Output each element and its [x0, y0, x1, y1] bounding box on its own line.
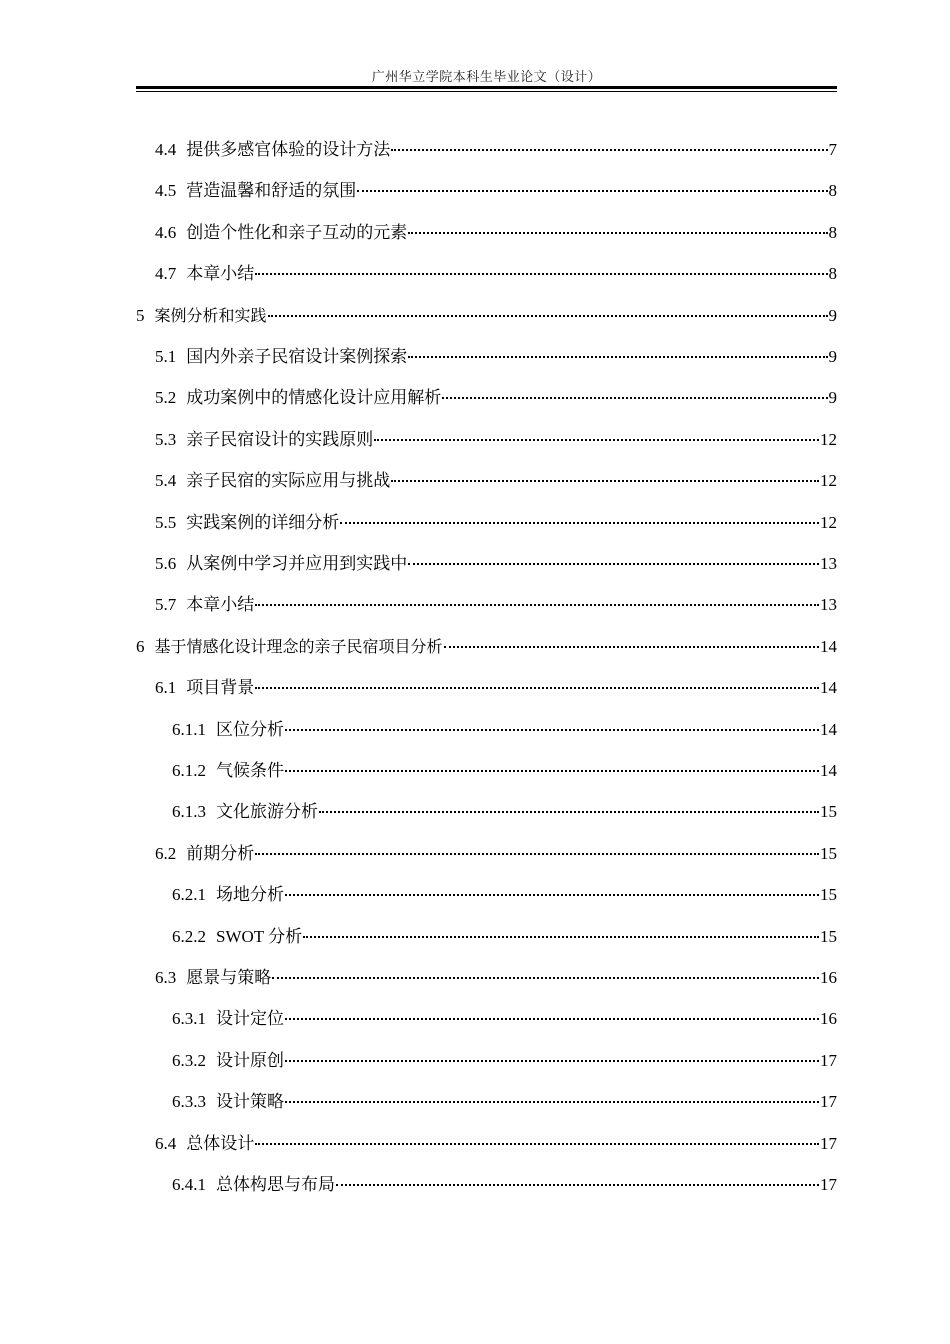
header-rule-thin	[136, 91, 837, 92]
toc-entry[interactable]	[172, 758, 837, 784]
toc-entry-label: 总体构思与布局	[216, 1175, 335, 1194]
toc-dot-leader	[272, 976, 819, 979]
toc-dot-leader	[255, 272, 827, 275]
toc-entry[interactable]	[155, 178, 837, 204]
toc-entry-page: 14	[820, 720, 837, 739]
toc-entry-page: 9	[828, 306, 837, 325]
toc-entry-number: 6.4	[155, 1134, 177, 1153]
toc-entry[interactable]	[155, 427, 837, 453]
toc-entry-page: 12	[820, 430, 837, 449]
toc-entry-page: 17	[820, 1092, 837, 1111]
toc-entry-page: 15	[820, 885, 837, 904]
toc-entry-label: 本章小结	[186, 264, 255, 283]
toc-entry-number: 6.1.1	[172, 720, 206, 739]
toc-entry-label: 设计原创	[216, 1051, 284, 1070]
toc-dot-leader	[340, 521, 819, 524]
toc-entry-number: 5	[136, 306, 145, 325]
toc-entry-label: 设计定位	[216, 1009, 284, 1028]
toc-entry-number: 6.2.2	[172, 927, 206, 946]
header-rule-thick	[136, 86, 837, 89]
toc-entry-page: 16	[820, 968, 837, 987]
toc-entry[interactable]	[172, 1089, 837, 1115]
toc-entry-number: 6.1.2	[172, 761, 206, 780]
toc-entry[interactable]	[172, 1172, 837, 1198]
toc-entry-page: 17	[820, 1051, 837, 1070]
toc-entry-label: 创造个性化和亲子互动的元素	[186, 223, 408, 242]
toc-entry-page: 13	[820, 595, 837, 614]
toc-entry-page: 8	[828, 264, 837, 283]
toc-entry-page: 9	[828, 388, 837, 407]
toc-entry-page: 15	[820, 844, 837, 863]
toc-dot-leader	[336, 1183, 819, 1186]
toc-entry[interactable]	[136, 303, 837, 329]
toc-entry-page: 9	[828, 347, 837, 366]
toc-entry-label: 本章小结	[186, 595, 255, 614]
toc-dot-leader	[285, 1100, 819, 1103]
toc-entry-number: 6.2.1	[172, 885, 206, 904]
toc-entry[interactable]	[155, 137, 837, 163]
toc-entry[interactable]	[155, 468, 837, 494]
toc-dot-leader	[408, 231, 827, 234]
toc-entry-number: 4.6	[155, 223, 177, 242]
toc-entry-label: 从案例中学习并应用到实践中	[186, 554, 408, 573]
toc-entry-label: 营造温馨和舒适的氛围	[186, 181, 357, 200]
toc-entry-number: 6.3.1	[172, 1009, 206, 1028]
toc-entry[interactable]	[155, 841, 837, 867]
toc-entry-number: 6.3	[155, 968, 177, 987]
toc-entry-page: 17	[820, 1134, 837, 1153]
header-title: 广州华立学院本科生毕业论文（设计）	[371, 69, 602, 84]
toc-dot-leader	[285, 769, 819, 772]
toc-entry-label: 场地分析	[216, 885, 284, 904]
toc-entry-number: 5.7	[155, 595, 177, 614]
toc-entry-page: 16	[820, 1009, 837, 1028]
toc-entry[interactable]	[155, 344, 837, 370]
toc-entry-number: 6.1	[155, 678, 177, 697]
toc-dot-leader	[303, 935, 819, 938]
toc-entry-number: 6	[136, 637, 145, 656]
toc-entry-page: 15	[820, 802, 837, 821]
toc-entry[interactable]	[172, 1048, 837, 1074]
toc-entry-label: 提供多感官体验的设计方法	[186, 140, 391, 159]
toc-dot-leader	[408, 562, 819, 565]
toc-entry-page: 14	[820, 761, 837, 780]
toc-entry-number: 6.4.1	[172, 1175, 206, 1194]
toc-entry[interactable]	[155, 385, 837, 411]
toc-entry-label: 案例分析和实践	[154, 306, 267, 325]
toc-entry-label: 实践案例的详细分析	[186, 513, 340, 532]
toc-entry-number: 5.2	[155, 388, 177, 407]
toc-entry-label: 亲子民宿设计的实践原则	[186, 430, 374, 449]
toc-entry[interactable]	[155, 220, 837, 246]
toc-entry-page: 8	[828, 223, 837, 242]
toc-entry-page: 15	[820, 927, 837, 946]
toc-dot-leader	[255, 603, 819, 606]
toc-entry-page: 17	[820, 1175, 837, 1194]
toc-entry[interactable]	[155, 1131, 837, 1157]
toc-entry[interactable]	[155, 510, 837, 536]
toc-dot-leader	[442, 396, 827, 399]
toc-entry-page: 7	[828, 140, 837, 159]
toc-dot-leader	[285, 1059, 819, 1062]
toc-dot-leader	[268, 314, 828, 317]
toc-entry[interactable]	[155, 551, 837, 577]
toc-entry-number: 5.1	[155, 347, 177, 366]
toc-entry-number: 6.2	[155, 844, 177, 863]
toc-entry-label: 亲子民宿的实际应用与挑战	[186, 471, 391, 490]
toc-dot-leader	[319, 810, 819, 813]
toc-dot-leader	[285, 1017, 819, 1020]
toc-entry[interactable]	[172, 717, 837, 743]
toc-entry-label: 愿景与策略	[186, 968, 272, 987]
toc-entry-page: 8	[828, 181, 837, 200]
toc-entry-label: 总体设计	[186, 1134, 255, 1153]
toc-dot-leader	[255, 1142, 819, 1145]
toc-dot-leader	[255, 852, 819, 855]
toc-entry-number: 4.4	[155, 140, 177, 159]
toc-entry-number: 6.3.3	[172, 1092, 206, 1111]
toc-entry[interactable]	[172, 924, 837, 950]
toc-entry-label: 国内外亲子民宿设计案例探索	[186, 347, 408, 366]
toc-entry-label: 区位分析	[216, 720, 284, 739]
toc-entry-number: 5.5	[155, 513, 177, 532]
toc-entry-number: 4.7	[155, 264, 177, 283]
toc-dot-leader	[285, 728, 819, 731]
toc-entry[interactable]	[155, 592, 837, 618]
toc-entry[interactable]	[172, 799, 837, 825]
toc-entry-label: 气候条件	[216, 761, 284, 780]
toc-entry[interactable]	[155, 965, 837, 991]
toc-dot-leader	[391, 479, 819, 482]
toc-entry-page: 14	[820, 678, 837, 697]
toc-dot-leader	[285, 893, 819, 896]
toc-entry[interactable]	[172, 1006, 837, 1032]
toc-dot-leader	[374, 438, 819, 441]
toc-dot-leader	[391, 148, 827, 151]
toc-entry[interactable]	[155, 261, 837, 287]
toc-entry-page: 12	[820, 471, 837, 490]
toc-dot-leader	[357, 189, 827, 192]
toc-entry[interactable]	[155, 675, 837, 701]
toc-entry-number: 6.1.3	[172, 802, 206, 821]
toc-entry[interactable]	[172, 882, 837, 908]
toc-entry-number: 5.6	[155, 554, 177, 573]
toc-entry-label: SWOT 分析	[216, 927, 303, 946]
toc-entry-label: 成功案例中的情感化设计应用解析	[186, 388, 442, 407]
toc-entry-number: 5.3	[155, 430, 177, 449]
toc-entry-label: 前期分析	[186, 844, 255, 863]
toc-entry-page: 14	[820, 637, 837, 656]
toc-entry-number: 4.5	[155, 181, 177, 200]
toc-dot-leader	[255, 686, 819, 689]
toc-entry-page: 13	[820, 554, 837, 573]
toc-dot-leader	[444, 645, 819, 648]
toc-entry-label: 基于情感化设计理念的亲子民宿项目分析	[154, 637, 443, 656]
toc-entry[interactable]	[136, 634, 837, 660]
toc-entry-label: 设计策略	[216, 1092, 284, 1111]
toc-entry-label: 文化旅游分析	[216, 802, 318, 821]
toc-entry-label: 项目背景	[186, 678, 255, 697]
toc-entry-number: 6.3.2	[172, 1051, 206, 1070]
toc-entry-number: 5.4	[155, 471, 177, 490]
toc-entry-page: 12	[820, 513, 837, 532]
toc-dot-leader	[408, 355, 827, 358]
